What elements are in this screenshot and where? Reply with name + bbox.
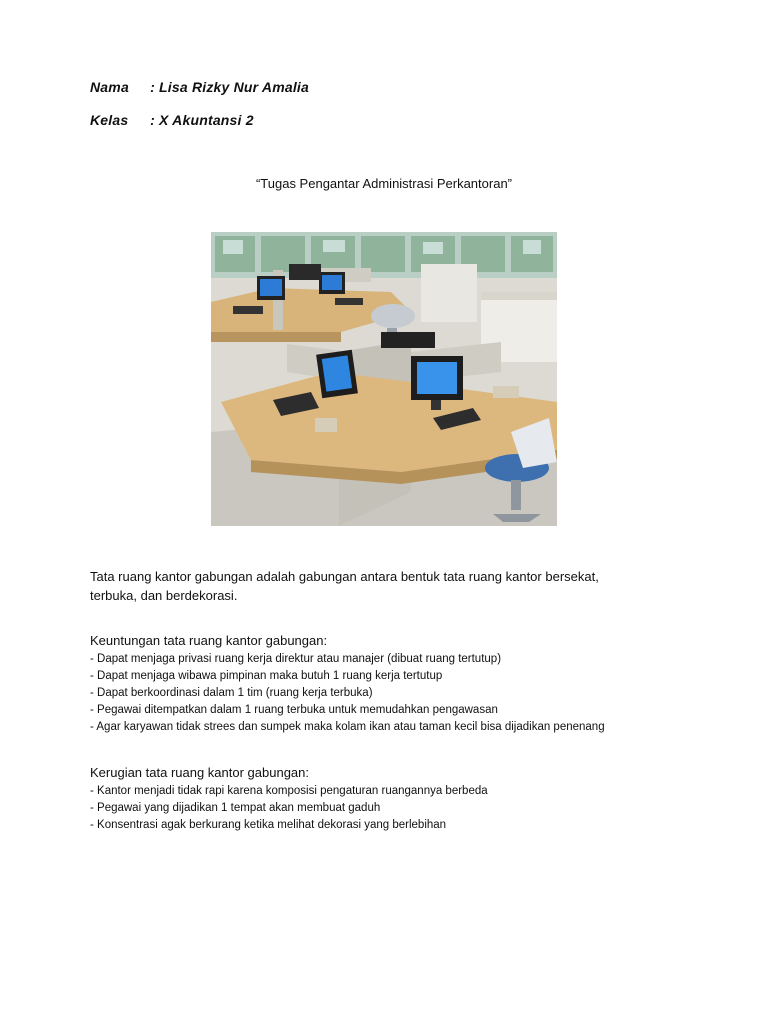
advantages-section	[90, 631, 710, 736]
disadvantages-section	[90, 763, 710, 834]
list-item: - Agar karyawan tidak strees dan sumpek maka kolam ikan atau taman kecil bisa dijadikan penenang	[90, 721, 605, 733]
intro-line-1: Tata ruang kantor gabungan adalah gabungan antara bentuk tata ruang kantor bersekat,	[90, 569, 599, 584]
list-item: - Pegawai yang dijadikan 1 tempat akan membuat gaduh	[90, 802, 381, 814]
class-label: Kelas	[90, 112, 129, 128]
list-item: - Kantor menjadi tidak rapi karena komposisi pengaturan ruangannya berbeda	[90, 785, 488, 797]
advantages-heading: Keuntungan tata ruang kantor gabungan:	[90, 633, 328, 648]
intro-line-2: terbuka, dan berdekorasi.	[90, 588, 238, 603]
name-label: Nama	[90, 79, 129, 95]
name-value: : Lisa Rizky Nur Amalia	[150, 79, 310, 95]
student-class-line	[90, 112, 254, 128]
class-value: : X Akuntansi 2	[150, 112, 254, 128]
document-title: “Tugas Pengantar Administrasi Perkantoran”	[255, 176, 513, 191]
list-item: - Konsentrasi agak berkurang ketika melihat dekorasi yang berlebihan	[90, 819, 447, 831]
disadvantages-heading: Kerugian tata ruang kantor gabungan:	[90, 765, 310, 780]
office-workstation-photo	[211, 232, 557, 526]
list-item: - Pegawai ditempatkan dalam 1 ruang terbuka untuk memudahkan pengawasan	[90, 704, 498, 716]
student-name-line	[90, 79, 309, 95]
list-item: - Dapat menjaga privasi ruang kerja direktur atau manajer (dibuat ruang tertutup)	[90, 653, 502, 665]
list-item: - Dapat berkoordinasi dalam 1 tim (ruang kerja terbuka)	[90, 687, 373, 699]
intro-paragraph	[90, 567, 690, 605]
list-item: - Dapat menjaga wibawa pimpinan maka butuh 1 ruang kerja tertutup	[90, 670, 443, 682]
